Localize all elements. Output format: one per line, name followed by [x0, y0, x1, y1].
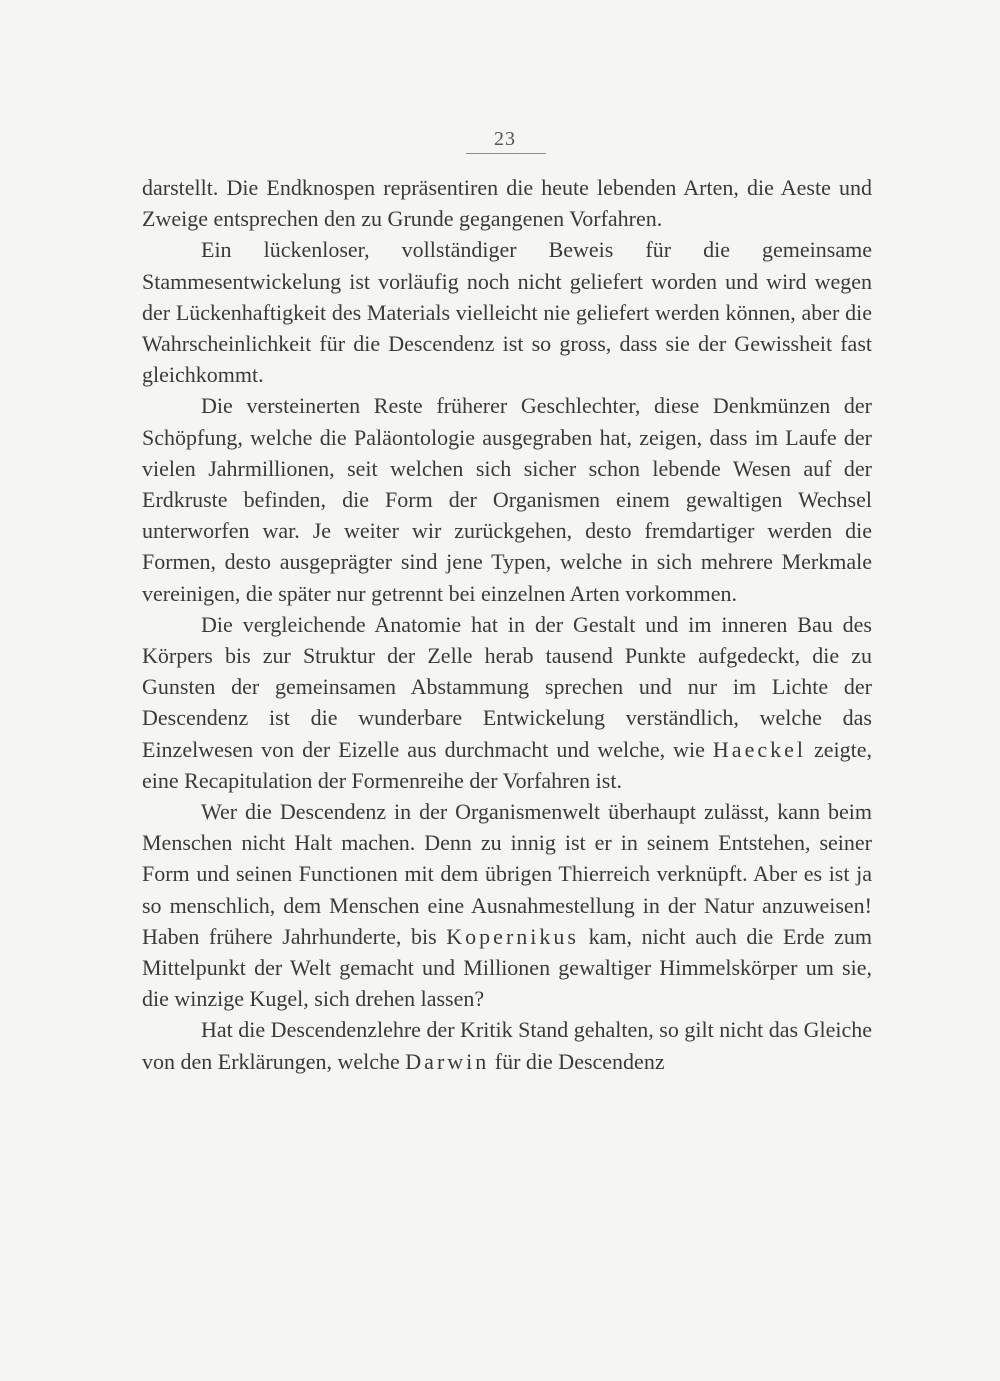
page-number: 23: [494, 128, 516, 150]
paragraph-text: Hat die Descendenzlehre der Kritik Stand gehalten, so gilt nicht das Gleiche von den Erklärungen, welche: [142, 1017, 872, 1074]
paragraph-kritik: [142, 1014, 872, 1076]
page-number-rule: [466, 153, 546, 154]
paragraph-palaeontologie: Die versteinerten Reste früherer Geschlechter, diese Denkmünzen der Schöpfung, welche die Paläontologie ausgegraben hat, zeigen, dass im Laufe der vielen Jahrmillionen, seit welchen sich sicher schon lebende Wesen auf der Erdkruste befinden, die Form der Organismen einem gewaltigen Wechsel unterworfen war. Je weiter wir zurückgehen, desto fremdartiger werden die Formen, desto ausgeprägter sind jene Typen, welche in sich mehrere Merkmale vereinigen, die später nur getrennt bei einzelnen Arten vorkommen.: [142, 393, 872, 606]
paragraph-text: Die vergleichende Anatomie hat in der Gestalt und im inneren Bau des Körpers bis zur Struktur der Zelle herab tausend Punkte aufgedeckt, die zu Gunsten der gemeinsamen Abstammung sprechen und nur im Lichte der Descendenz ist die wunderbare Entwickelung verständlich, welche das Einzelwesen von der Eizelle aus durchmacht und welche, wie: [142, 611, 872, 762]
body-text: [142, 172, 872, 1077]
author-name-kopernikus: Kopernikus: [446, 923, 579, 949]
author-name-darwin: Darwin: [405, 1048, 490, 1074]
paragraph-stammesentwickelung: Ein lückenloser, vollständiger Beweis für die gemeinsame Stammesentwickelung ist vorläufig noch nicht geliefert worden und wird wegen der Lückenhaftigkeit des Materials vielleicht nie geliefert werden können, aber die Wahrscheinlichkeit für die Descendenz ist so gross, dass sie der Gewissheit fast gleichkommt.: [142, 237, 872, 388]
paragraph-anatomie: [142, 609, 872, 796]
paragraph-text: zeigte, eine Recapitulation der Formenreihe der Vorfahren ist.: [142, 736, 872, 793]
paragraph-text: kam, nicht auch die Erde zum Mittelpunkt der Welt gemacht und Millionen gewaltiger Himmelskörper um sie, die winzige Kugel, sich drehen lassen?: [142, 923, 872, 1012]
paragraph-text: für die Descendenz: [489, 1048, 665, 1074]
paragraph-continued: darstellt. Die Endknospen repräsentiren die heute lebenden Arten, die Aeste und Zweige entsprechen den zu Grunde gegangenen Vorfahren.: [142, 175, 872, 232]
author-name-haeckel: Haeckel: [712, 736, 806, 762]
paragraph-text: Wer die Descendenz in der Organismenwelt überhaupt zulässt, kann beim Menschen nicht Halt machen. Denn zu innig ist er in seinem Entstehen, seiner Form und seinen Functionen mit dem übrigen Thierreich verknüpft. Aber es ist ja so menschlich, dem Menschen eine Ausnahmestellung in der Natur anzuweisen! Haben frühere Jahrhunderte, bis: [142, 799, 872, 949]
paragraph-mensch: [142, 796, 872, 1014]
